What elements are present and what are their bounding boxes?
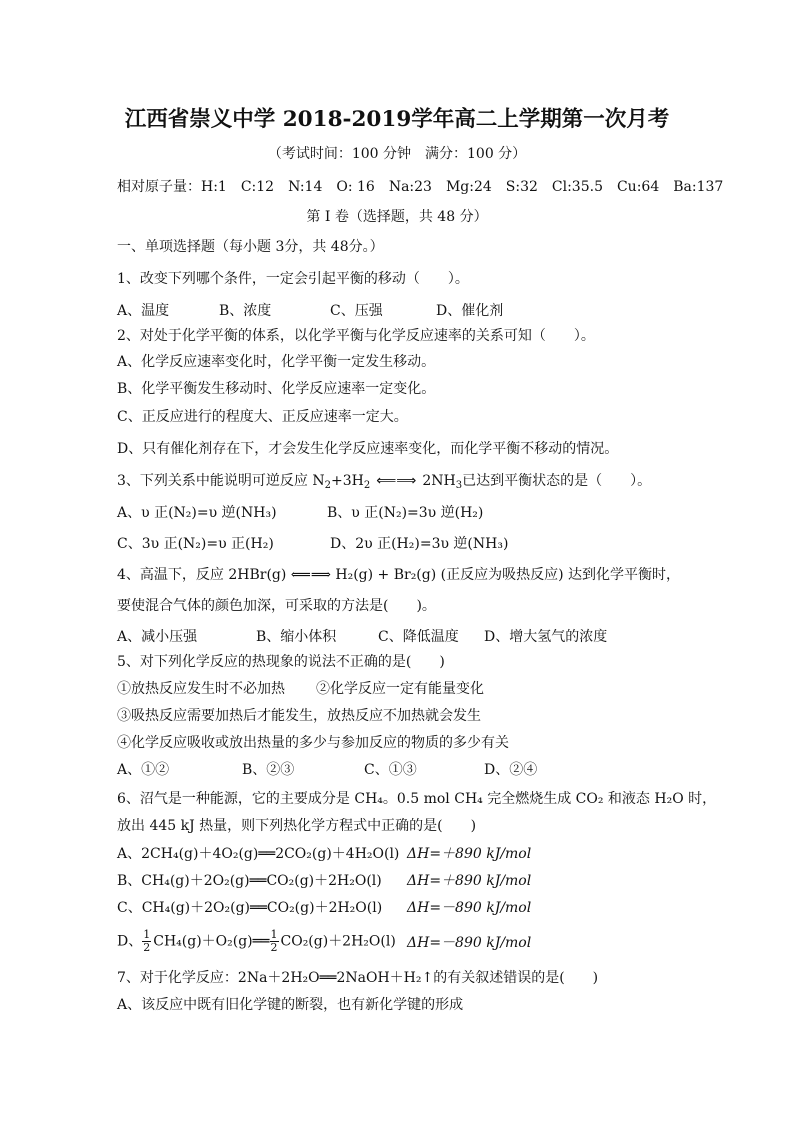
- q5-option-c: C、①③: [364, 762, 417, 778]
- exam-title: 江西省崇义中学 2018-2019学年高二上学期第一次月考: [124, 107, 670, 132]
- question-4-stem-line2: 要使混合气体的颜色加深，可采取的方法是( )。: [117, 598, 436, 614]
- q6-option-d-dh: ΔH=－890 kJ/mol: [407, 935, 532, 951]
- q3-sub: 2: [324, 480, 331, 491]
- fraction-numerator: 1: [270, 928, 278, 941]
- fraction-numerator: 1: [143, 928, 151, 941]
- q6-option-c-dh: ΔH=－890 kJ/mol: [407, 900, 532, 916]
- q1-option-d: D、催化剂: [436, 303, 504, 319]
- q6-option-label: B、: [117, 873, 142, 889]
- fraction-denominator: 2: [270, 941, 278, 954]
- q6-equation: CH₄(g)＋2O₂(g)══CO₂(g)＋2H₂O(l): [141, 873, 382, 889]
- q6-option-label: D、: [117, 933, 143, 950]
- atomic-masses: 相对原子量：H:1 C:12 N:14 O: 16 Na:23 Mg:24 S:32 Cl:35.5 Cu:64 Ba:137: [117, 179, 724, 195]
- part-heading: 一、单项选择题（每小题 3分，共 48分。）: [117, 239, 384, 255]
- q2-option-b: B、化学平衡发生移动时、化学反应速率一定变化。: [117, 381, 436, 397]
- question-5-stem: 5、对下列化学反应的热现象的说法不正确的是( ): [117, 654, 445, 670]
- question-6-stem-line2: 放出 445 kJ 热量，则下列热化学方程式中正确的是( ): [117, 818, 477, 834]
- q3-sub: 2: [363, 480, 371, 491]
- q6-option-a-dh: ΔH=＋890 kJ/mol: [407, 846, 532, 862]
- q3-option-c: C、3υ 正(N₂)=υ 正(H₂): [117, 536, 274, 552]
- q5-option-a: A、①②: [117, 762, 170, 778]
- q2-option-a: A、化学反应速率变化时，化学平衡一定发生移动。: [117, 354, 436, 370]
- q4-option-d: D、增大氢气的浓度: [484, 629, 608, 645]
- q6-option-label: A、: [117, 846, 142, 862]
- question-6-stem-line1: 6、沼气是一种能源，它的主要成分是 CH₄。0.5 mol CH₄ 完全燃烧生成 CO₂ 和液态 H₂O 时，: [117, 791, 717, 807]
- q6-equation: CH₄(g)＋2O₂(g)══CO₂(g)＋2H₂O(l): [141, 900, 383, 916]
- q4-option-c: C、降低温度: [378, 629, 459, 645]
- q6-equation-a: CH₄(g)＋O₂(g)══: [153, 933, 270, 950]
- fraction: [270, 929, 279, 954]
- q6-equation-b: CO₂(g)＋2H₂O(l): [280, 933, 396, 950]
- q6-option-b-dh: ΔH=＋890 kJ/mol: [407, 873, 532, 889]
- q3-stem-mid: +3H: [330, 473, 364, 489]
- q3-option-a: A、υ 正(N₂)=υ 逆(NH₃): [117, 505, 277, 521]
- question-3-stem: [117, 472, 651, 490]
- q6-option-c: [117, 899, 382, 917]
- question-2-stem: 2、对处于化学平衡的体系，以化学平衡与化学反应速率的关系可知（ ）。: [117, 328, 595, 344]
- q5-statement-2: ②化学反应一定有能量变化: [316, 681, 484, 697]
- q3-stem-post: 2NH: [422, 473, 456, 489]
- q5-statement-3: ③吸热反应需要加热后才能发生，放热反应不加热就会发生: [117, 708, 481, 724]
- q6-option-label: C、: [117, 900, 142, 916]
- q5-option-d: D、②④: [484, 762, 538, 778]
- q6-equation: 2CH₄(g)＋4O₂(g)══2CO₂(g)＋4H₂O(l): [141, 846, 400, 862]
- question-4-stem-line1: 4、高温下，反应 2HBr(g) ⟸⟹ H₂(g) + Br₂(g) (正反应为吸热反应) 达到化学平衡时，: [117, 567, 681, 583]
- q3-stem-pre: 3、下列关系中能说明可逆反应 N: [117, 473, 325, 489]
- q3-stem-end: 已达到平衡状态的是（ ）。: [462, 473, 652, 489]
- fraction: [142, 929, 151, 954]
- q3-sub: 3: [455, 480, 463, 491]
- q2-option-c: C、正反应进行的程度大、正反应速率一定大。: [117, 409, 408, 425]
- q4-option-b: B、缩小体积: [256, 629, 337, 645]
- equilibrium-arrow-icon: ⟸⟹: [376, 473, 417, 489]
- q2-option-d: D、只有催化剂存在下，才会发生化学反应速率变化，而化学平衡不移动的情况。: [117, 441, 619, 457]
- q3-option-b: B、υ 正(N₂)=3υ 逆(H₂): [327, 505, 484, 521]
- q3-option-d: D、2υ 正(H₂)=3υ 逆(NH₃): [330, 536, 509, 552]
- q1-option-c: C、压强: [330, 303, 383, 319]
- q1-option-b: B、浓度: [219, 303, 272, 319]
- q7-option-a: A、该反应中既有旧化学键的断裂，也有新化学键的形成: [117, 997, 464, 1013]
- question-7-stem: 7、对于化学反应：2Na＋2H₂O══2NaOH＋H₂↑的有关叙述错误的是( ): [117, 970, 599, 986]
- q6-option-a: [117, 845, 399, 863]
- exam-subtitle: （考试时间：100 分钟 满分：100 分）: [267, 146, 527, 162]
- q5-statement-4: ④化学反应吸收或放出热量的多少与参加反应的物质的多少有关: [117, 735, 509, 751]
- q1-option-a: A、温度: [117, 303, 170, 319]
- q6-option-d: [117, 929, 396, 954]
- q6-option-b: [117, 872, 382, 890]
- q4-option-a: A、减小压强: [117, 629, 198, 645]
- section-title: 第 I 卷（选择题，共 48 分）: [306, 209, 488, 225]
- fraction-denominator: 2: [143, 941, 151, 954]
- q5-statement-1: ①放热反应发生时不必加热: [117, 681, 285, 697]
- q5-option-b: B、②③: [242, 762, 295, 778]
- question-1-stem: 1、改变下列哪个条件，一定会引起平衡的移动（ ）。: [117, 271, 469, 287]
